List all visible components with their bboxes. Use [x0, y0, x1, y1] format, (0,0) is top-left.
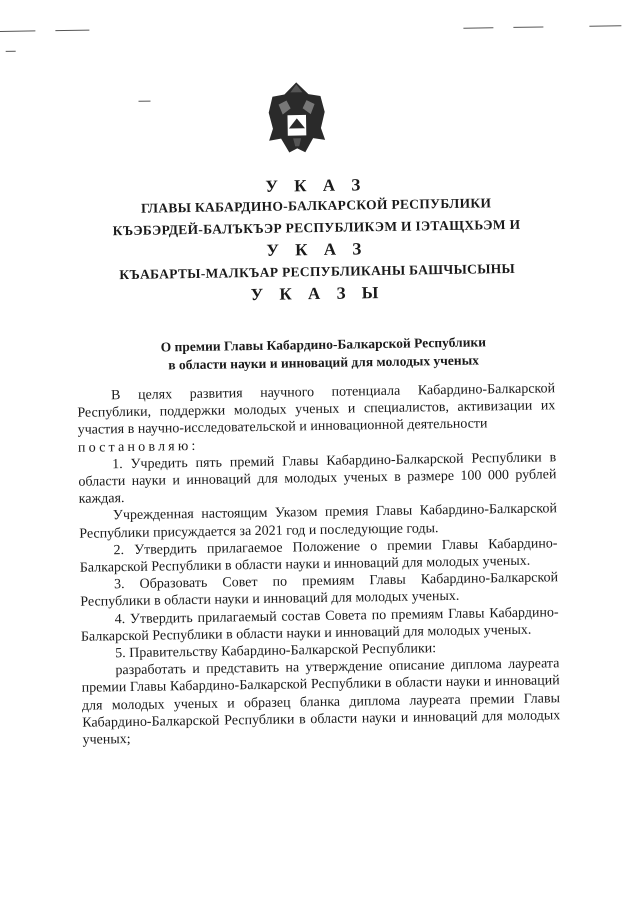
- scan-artifact-line: [463, 27, 493, 28]
- scan-artifact-line: [138, 101, 150, 102]
- coat-of-arms-emblem: [264, 78, 329, 157]
- decree-heading-kbd: У К А З: [266, 239, 368, 260]
- item-3-paragraph: 3. Образовать Совет по премиям Главы Кабардино-Балкарской Республики в области науки и инноваций для молодых ученых.: [80, 570, 559, 611]
- decree-word: постановляю:: [77, 438, 199, 456]
- decree-heading-ru: У К А З: [265, 175, 367, 196]
- scan-artifact-line: [55, 30, 89, 32]
- scan-artifact-line: [6, 51, 16, 52]
- item-5-paragraph: 5. Правительству Кабардино-Балкарской Республики:: [115, 641, 437, 662]
- decree-title-line-2: в области науки и инноваций для молодых ученых: [168, 352, 480, 373]
- scan-artifact-line: [0, 30, 35, 32]
- item-4-paragraph: 4. Утвердить прилагаемый состав Совета по премиям Главы Кабардино-Балкарской Республики в области науки и инноваций для молодых ученых.: [80, 604, 559, 645]
- head-of-republic-ru: ГЛАВЫ КАБАРДИНО-БАЛКАРСКОЙ РЕСПУБЛИКИ: [140, 195, 492, 216]
- intro-paragraph: В целях развития научного потенциала Кабардино-Балкарской Республики, поддержки молодых ученых и специалистов, активизации их участия в научно-исследовательской и инновационной деятельности: [77, 381, 556, 439]
- item-2-paragraph: 2. Утвердить прилагаемое Положение о премии Главы Кабардино-Балкарской Республики в области науки и инноваций для молодых ученых.: [79, 536, 558, 576]
- item-5a-paragraph: разработать и представить на утверждение описание диплома лауреата премии Главы Кабардино-Балкарской Республики в области науки и инноваций для молодых ученых и образец бланка диплома лауреата премии Главы Кабардино-Балкарской Республики в области науки и инноваций для молодых ученых;: [81, 656, 561, 748]
- decree-title: [78, 332, 569, 376]
- scan-artifact-line: [589, 25, 621, 27]
- decree-heading-krc: У К А З Ы: [250, 282, 385, 305]
- scan-artifact-line: [513, 26, 543, 27]
- head-of-republic-kbd: КЪЭБЭРДЕЙ-БАЛЪКЪЭР РЕСПУБЛИКЭМ И IЭТАЩХЬЭМ И: [112, 216, 521, 239]
- decree-title-line-1: О премии Главы Кабардино-Балкарской Республики: [160, 334, 487, 355]
- item-1-paragraph: 1. Учредить пять премий Главы Кабардино-Балкарской Республики в области науки и инноваций для молодых ученых в размере 100 000 рублей каждая.: [78, 450, 557, 508]
- decree-body: [77, 380, 561, 749]
- item-1b-paragraph: Учрежденная настоящим Указом премия Главы Кабардино-Балкарской Республики присуждается за 2021 год и последующие годы.: [79, 501, 558, 542]
- head-of-republic-krc: КЪАБАРТЫ-МАЛКЪАР РЕСПУБЛИКАНЫ БАШЧЫСЫНЫ: [119, 260, 516, 283]
